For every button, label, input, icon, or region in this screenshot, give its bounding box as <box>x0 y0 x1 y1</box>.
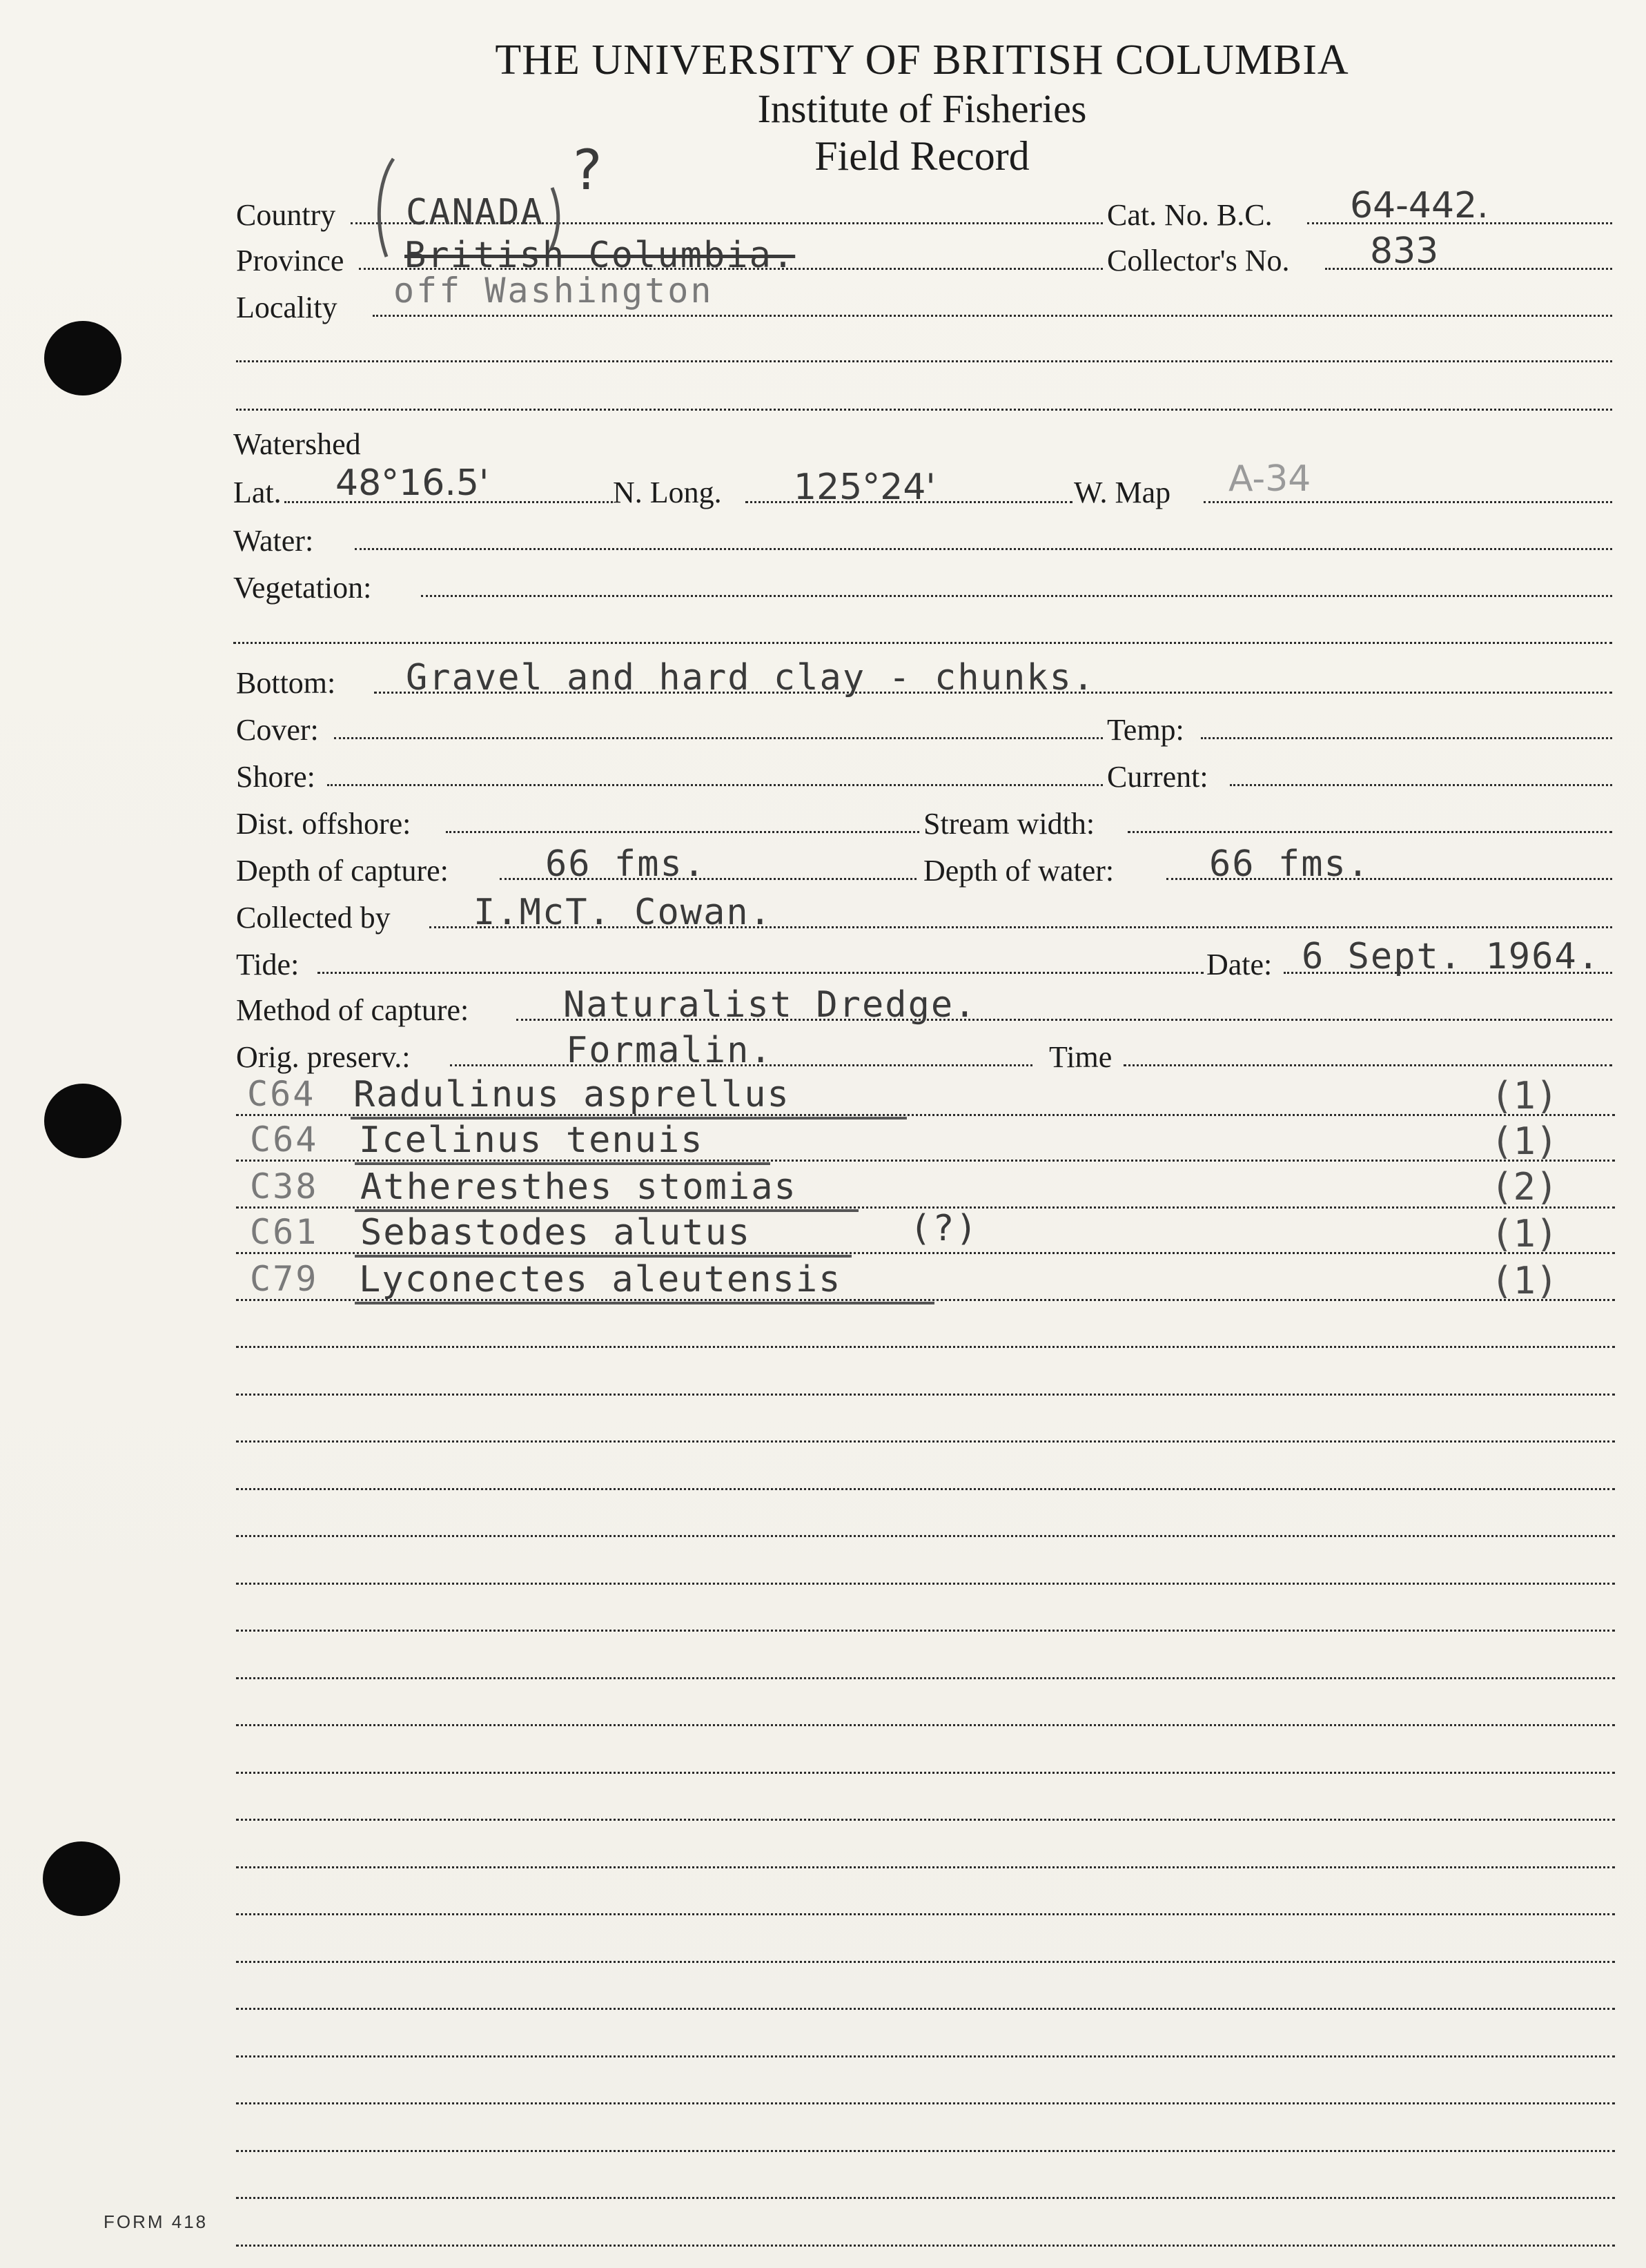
specimen-code: C64 <box>250 1120 319 1160</box>
ruled-line <box>236 1913 1615 1915</box>
specimen-note: (?) <box>910 1208 979 1249</box>
province-struck-value: British Columbia. <box>404 235 796 276</box>
ruled-line <box>236 1160 1615 1162</box>
current-dotted-line <box>1230 784 1612 786</box>
country-label: Country <box>236 198 336 232</box>
tide-dotted-line <box>317 972 1204 974</box>
specimen-name: Icelinus tenuis <box>359 1120 704 1161</box>
stream-width-label: Stream width: <box>923 807 1095 841</box>
depth-capture-label: Depth of capture: <box>236 854 449 888</box>
date-value: 6 Sept. 1964. <box>1302 936 1600 977</box>
bottom-value: Gravel and hard clay - chunks. <box>406 657 1096 698</box>
ruled-line <box>236 2197 1615 2199</box>
ruled-line <box>236 2055 1615 2057</box>
locality-line-2 <box>236 360 1612 362</box>
ruled-line <box>236 1488 1615 1490</box>
water-dotted-line <box>355 548 1612 550</box>
water-label: Water: <box>233 524 314 558</box>
ruled-line <box>236 1394 1615 1396</box>
vegetation-label: Vegetation: <box>233 571 372 605</box>
university-title: THE UNIVERSITY OF BRITISH COLUMBIA <box>495 37 1349 84</box>
ruled-line <box>236 1866 1615 1868</box>
ruled-line <box>236 1772 1615 1774</box>
bottom-label: Bottom: <box>236 666 336 700</box>
specimen-count: (1) <box>1491 1120 1558 1163</box>
locality-value: off Washington <box>393 271 714 311</box>
collectors-no-dotted-line <box>1325 268 1612 270</box>
temp-label: Temp: <box>1107 713 1184 747</box>
specimen-underline <box>355 1162 770 1165</box>
locality-line-3 <box>236 409 1612 411</box>
specimen-code: C79 <box>250 1259 319 1299</box>
specimen-code: C38 <box>250 1166 319 1206</box>
ruled-line <box>236 1630 1615 1632</box>
ruled-line <box>236 2102 1615 2104</box>
date-label: Date: <box>1206 948 1273 981</box>
specimen-count: (1) <box>1491 1074 1558 1117</box>
collectors-no-value: 833 <box>1370 231 1439 272</box>
orig-preserv-label: Orig. preserv.: <box>236 1040 411 1074</box>
specimen-name: Atheresthes stomias <box>360 1166 797 1208</box>
province-label: Province <box>236 244 344 277</box>
cat-no-value: 64-442. <box>1350 185 1489 226</box>
long-value: 125°24' <box>794 467 936 508</box>
form-number: FORM 418 <box>104 2211 208 2232</box>
orig-preserv-value: Formalin. <box>566 1030 773 1071</box>
specimen-code: C61 <box>250 1212 319 1252</box>
ruled-line <box>236 1724 1615 1726</box>
punch-hole-top <box>44 321 121 395</box>
specimen-count: (1) <box>1491 1259 1558 1302</box>
specimen-name: Lyconectes aleutensis <box>359 1259 842 1300</box>
specimen-name: Sebastodes alutus <box>360 1212 752 1253</box>
lat-label: Lat. <box>233 476 282 509</box>
locality-dotted-line <box>373 315 1612 317</box>
method-label: Method of capture: <box>236 993 469 1027</box>
depth-water-label: Depth of water: <box>923 854 1115 888</box>
watershed-label: Watershed <box>233 427 361 461</box>
specimen-underline <box>355 1302 934 1304</box>
ruled-line <box>236 1114 1615 1116</box>
map-dotted-line <box>1204 501 1612 503</box>
current-label: Current: <box>1107 760 1208 794</box>
depth-water-value: 66 fms. <box>1209 843 1371 885</box>
collected-by-label: Collected by <box>236 901 391 935</box>
ruled-line <box>236 1252 1615 1254</box>
method-value: Naturalist Dredge. <box>563 984 977 1026</box>
specimen-code: C64 <box>247 1074 316 1114</box>
stream-width-dotted-line <box>1128 831 1612 833</box>
ruled-line <box>236 1299 1615 1301</box>
country-question-mark: ? <box>573 138 602 202</box>
country-value: CANADA <box>406 192 544 233</box>
specimen-name: Radulinus asprellus <box>353 1074 790 1115</box>
w-map-label: W. Map <box>1074 476 1171 509</box>
lat-value: 48°16.5' <box>335 462 489 504</box>
ruled-line <box>236 1535 1615 1537</box>
ruled-line <box>236 1346 1615 1348</box>
punch-hole-middle <box>44 1084 121 1158</box>
vegetation-line-2 <box>233 642 1612 644</box>
ruled-line <box>236 1440 1615 1443</box>
dist-offshore-dotted-line <box>446 831 919 833</box>
collected-by-value: I.McT. Cowan. <box>473 892 772 933</box>
depth-capture-value: 66 fms. <box>545 843 707 885</box>
ruled-line <box>236 2150 1615 2152</box>
cover-dotted-line <box>334 737 1103 739</box>
institute-title: Institute of Fisheries <box>757 86 1087 131</box>
temp-dotted-line <box>1201 737 1612 739</box>
specimen-underline <box>355 1255 852 1258</box>
map-value: A-34 <box>1228 458 1311 500</box>
specimen-count: (1) <box>1491 1212 1558 1255</box>
cat-no-label: Cat. No. B.C. <box>1107 198 1273 232</box>
ruled-line <box>236 1819 1615 1821</box>
specimen-count: (2) <box>1491 1165 1558 1209</box>
ruled-line <box>236 1677 1615 1679</box>
n-long-label: N. Long. <box>613 476 722 509</box>
ruled-line <box>236 2245 1615 2247</box>
tide-label: Tide: <box>236 948 300 981</box>
locality-label: Locality <box>236 291 337 324</box>
ruled-line <box>236 1961 1615 1963</box>
punch-hole-bottom <box>43 1841 120 1916</box>
cover-label: Cover: <box>236 713 319 747</box>
ruled-line <box>236 2008 1615 2010</box>
shore-label: Shore: <box>236 760 315 794</box>
vegetation-dotted-line <box>421 595 1612 597</box>
time-label: Time <box>1049 1040 1113 1074</box>
ruled-line <box>236 1583 1615 1585</box>
shore-dotted-line <box>327 784 1103 786</box>
dist-offshore-label: Dist. offshore: <box>236 807 411 841</box>
time-dotted-line <box>1124 1064 1612 1066</box>
record-type-title: Field Record <box>814 133 1030 179</box>
ruled-line <box>236 1206 1615 1209</box>
collectors-no-label: Collector's No. <box>1107 244 1290 277</box>
